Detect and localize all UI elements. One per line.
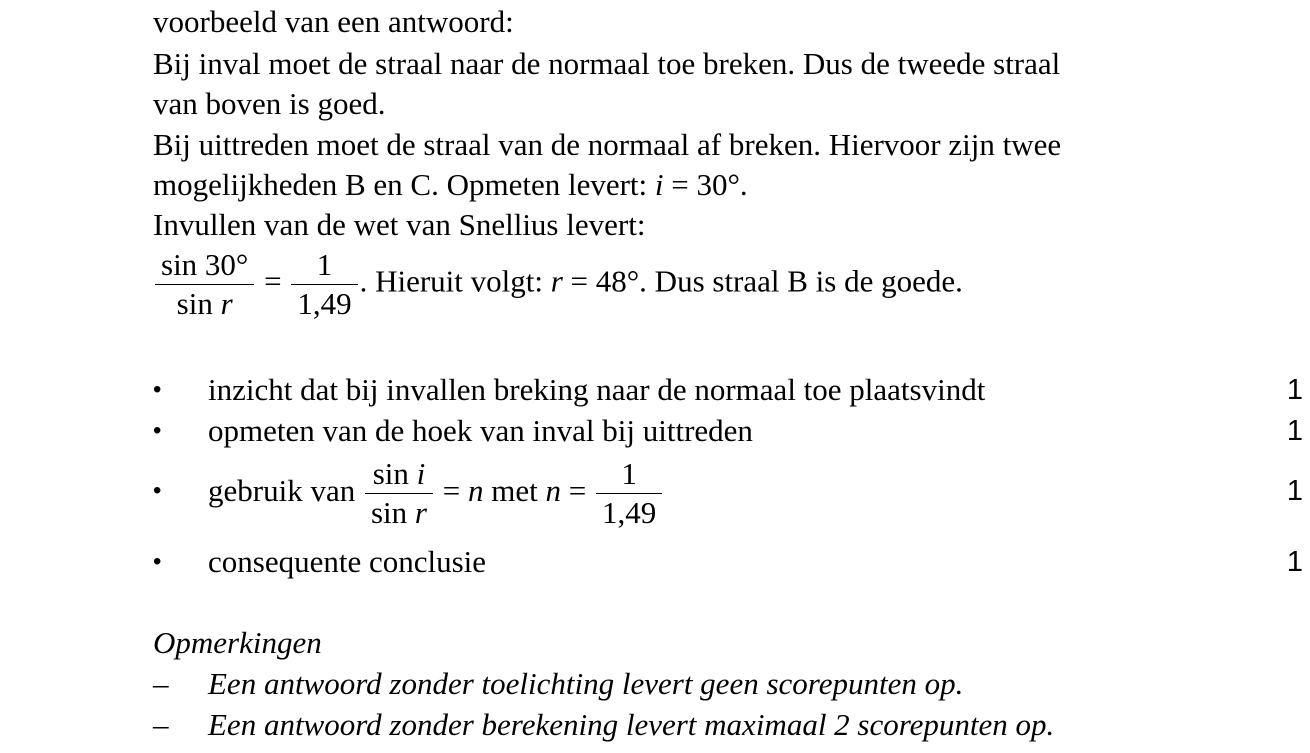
snellius-formula xyxy=(153,246,963,323)
fraction-1-over-149 xyxy=(596,455,662,532)
criterion-row xyxy=(153,542,1303,582)
answer-paragraph-1-line-1: Bij inval moet de straal naar de normaal toe breken. Dus de tweede straal xyxy=(153,46,1061,81)
fraction-numerator xyxy=(365,455,433,494)
fraction-denominator: 1,49 xyxy=(601,495,657,531)
fraction-denominator xyxy=(365,494,433,532)
bullet-icon: • xyxy=(153,417,162,444)
met-text: met xyxy=(483,473,546,508)
criterion-row xyxy=(153,451,1303,531)
formula-after-text: . Hieruit volgt: xyxy=(359,263,551,299)
criterion-score: 1 xyxy=(1286,415,1303,447)
angle-variable-i: i xyxy=(654,167,664,202)
criterion-score: 1 xyxy=(1286,374,1303,406)
den-text: sin xyxy=(176,286,221,321)
dash-icon: – xyxy=(153,707,169,742)
remarks-title: Opmerkingen xyxy=(153,625,322,660)
criterion-prefix: gebruik van xyxy=(208,473,363,508)
num-var: i xyxy=(416,456,426,492)
answer-heading: voorbeeld van een antwoord: xyxy=(153,4,514,39)
den-var: r xyxy=(414,495,427,531)
variable-n: n xyxy=(467,473,484,508)
fraction-denominator: 1,49 xyxy=(297,286,352,321)
fraction-1-over-149 xyxy=(291,246,357,323)
den-text: sin xyxy=(370,495,415,531)
bullet-icon: • xyxy=(153,477,162,504)
num-text: sin xyxy=(372,456,417,492)
fraction-denominator xyxy=(155,285,254,323)
criterion-row xyxy=(153,370,1303,410)
criterion-row xyxy=(153,411,1303,451)
result-variable-r: r xyxy=(550,263,563,299)
variable-n: n xyxy=(545,473,561,508)
dash-icon: – xyxy=(153,666,169,701)
criterion-score: 1 xyxy=(1286,546,1303,578)
answer-paragraph-2-line-2 xyxy=(153,165,748,205)
criterion-text xyxy=(208,451,664,532)
criterion-text: inzicht dat bij invallen breking naar de normaal toe plaatsvindt xyxy=(208,372,986,407)
fraction-numerator: sin 30° xyxy=(155,246,254,285)
remark-text: Een antwoord zonder toelichting levert geen scorepunten op. xyxy=(208,666,964,701)
fraction-numerator: 1 xyxy=(291,246,357,285)
criterion-text: opmeten van de hoek van inval bij uittreden xyxy=(208,413,753,448)
answer-paragraph-1-line-2: van boven is goed. xyxy=(153,86,386,121)
remark-text: Een antwoord zonder berekening levert maximaal 2 scorepunten op. xyxy=(208,707,1055,742)
answer-paragraph-3: Invullen van de wet van Snellius levert: xyxy=(153,207,646,242)
answer-paragraph-2-line-1: Bij uittreden moet de straal van de normaal af breken. Hiervoor zijn twee xyxy=(153,127,1062,162)
equals-sign: = xyxy=(256,263,290,299)
fraction-sin30-over-sinr xyxy=(155,246,254,323)
bullet-icon: • xyxy=(153,376,162,403)
equals-sign: = xyxy=(560,473,594,508)
criterion-text: consequente conclusie xyxy=(208,544,487,579)
fraction-sini-over-sinr xyxy=(365,455,433,532)
measurement-value: = 30°. xyxy=(663,167,748,202)
measurement-text: mogelijkheden B en C. Opmeten levert: xyxy=(153,167,655,202)
criterion-score: 1 xyxy=(1286,475,1303,507)
result-text: = 48°. Dus straal B is de goede. xyxy=(562,263,963,299)
den-var: r xyxy=(220,286,233,321)
bullet-icon: • xyxy=(153,548,162,575)
fraction-numerator: 1 xyxy=(596,455,662,494)
equals-sign: = xyxy=(434,473,468,508)
